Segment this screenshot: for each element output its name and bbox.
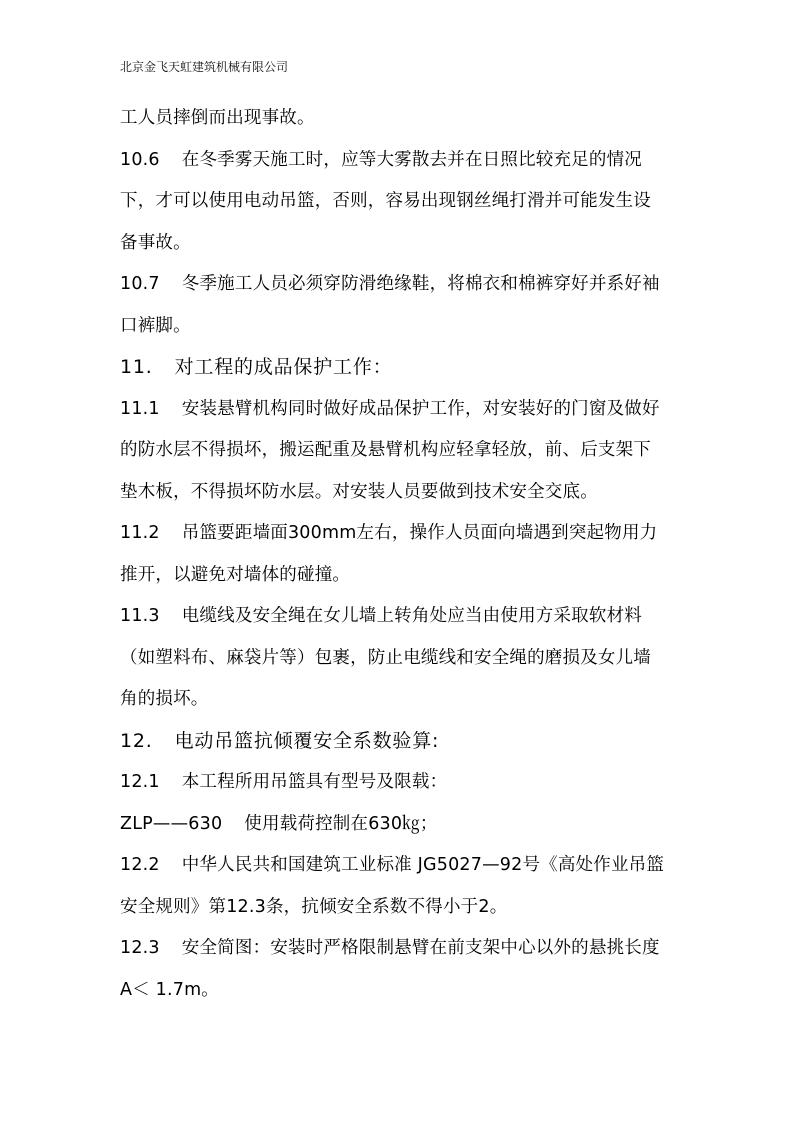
section-heading: [120, 721, 680, 763]
line-text: 电缆线及安全绳在女儿墙上转角处应当由使用方采取软材料: [181, 606, 642, 626]
line-text: 在冬季雾天施工时，应等大雾散去并在日照比较充足的情况: [181, 149, 642, 170]
line-text: 中华人民共和国建筑工业标准 JG5027—92号《高处作业吊篮: [181, 855, 665, 875]
line-text: （如塑料布、麻袋片等）包裹，防止电缆线和安全绳的磨损及女儿墙: [120, 647, 651, 668]
line-text: 备事故。: [120, 232, 191, 253]
line-text: 吊篮要距墙面300mm左右，操作人员面向墙遇到突起物用力: [181, 523, 658, 543]
line-text: 本工程所用吊篮具有型号及限载：: [181, 772, 448, 792]
section-heading: [120, 347, 680, 389]
clause-number: 10.6: [120, 149, 160, 170]
text-line: [120, 223, 680, 265]
text-line: [120, 181, 680, 223]
text-line: [120, 762, 680, 804]
text-line: [120, 389, 680, 431]
line-text: 对工程的成品保护工作：: [174, 356, 393, 378]
line-text: 口裤脚。: [120, 315, 191, 336]
line-text: 安全规则》第12.3条，抗倾安全系数不得小于2。: [120, 896, 508, 917]
text-line: [120, 264, 680, 306]
text-line: [120, 804, 680, 846]
page-header-company: 北京金飞天虹建筑机械有限公司: [120, 60, 289, 74]
text-line: [120, 845, 680, 887]
line-text: 角的损坏。: [120, 689, 209, 709]
clause-number: 10.7: [120, 274, 160, 294]
text-line: [120, 596, 680, 638]
text-line: [120, 306, 680, 348]
line-text: 电动吊篮抗倾覆安全系数验算:: [174, 729, 440, 752]
clause-number: 12.: [120, 729, 153, 752]
line-text: 下，才可以使用电动吊篮，否则，容易出现钢丝绳打滑并可能发生设: [120, 191, 651, 211]
clause-number: 11.2: [120, 523, 160, 543]
line-text: 安全简图：安装时严格限制悬臂在前支架中心以外的悬挑长度: [181, 938, 660, 958]
line-text: 冬季施工人员必须穿防滑绝缘鞋，将棉衣和棉裤穿好并系好袖: [181, 274, 660, 294]
line-text: 垫木板，不得损坏防水层。对安装人员要做到技术安全交底。: [120, 481, 598, 502]
clause-number: 12.1: [120, 772, 160, 792]
text-line: [120, 679, 680, 721]
text-line: [120, 555, 680, 597]
clause-number: 11.1: [120, 398, 160, 419]
text-line: [120, 887, 680, 929]
line-text: 的防水层不得损坏，搬运配重及悬臂机构应轻拿轻放，前、后支架下: [120, 440, 651, 460]
text-line: [120, 140, 680, 182]
text-line: [120, 638, 680, 680]
clause-number: 12.3: [120, 938, 160, 958]
text-line: [120, 970, 680, 1012]
clause-number: 12.2: [120, 855, 160, 875]
text-line: [120, 472, 680, 514]
line-text: 使用载荷控制在630㎏；: [244, 813, 438, 834]
document-body: [120, 98, 680, 1011]
line-text: 推开，以避免对墙体的碰撞。: [120, 564, 351, 585]
clause-number: ZLP——630: [120, 813, 223, 834]
text-line: [120, 98, 680, 140]
text-line: [120, 430, 680, 472]
text-line: [120, 928, 680, 970]
clause-number: 11.: [120, 356, 153, 378]
line-text: 安装悬臂机构同时做好成品保护工作，对安装好的门窗及做好: [181, 398, 660, 419]
text-line: [120, 513, 680, 555]
line-text: A＜ 1.7m。: [120, 979, 220, 1000]
clause-number: 11.3: [120, 606, 160, 626]
line-text: 工人员摔倒而出现事故。: [120, 108, 315, 128]
